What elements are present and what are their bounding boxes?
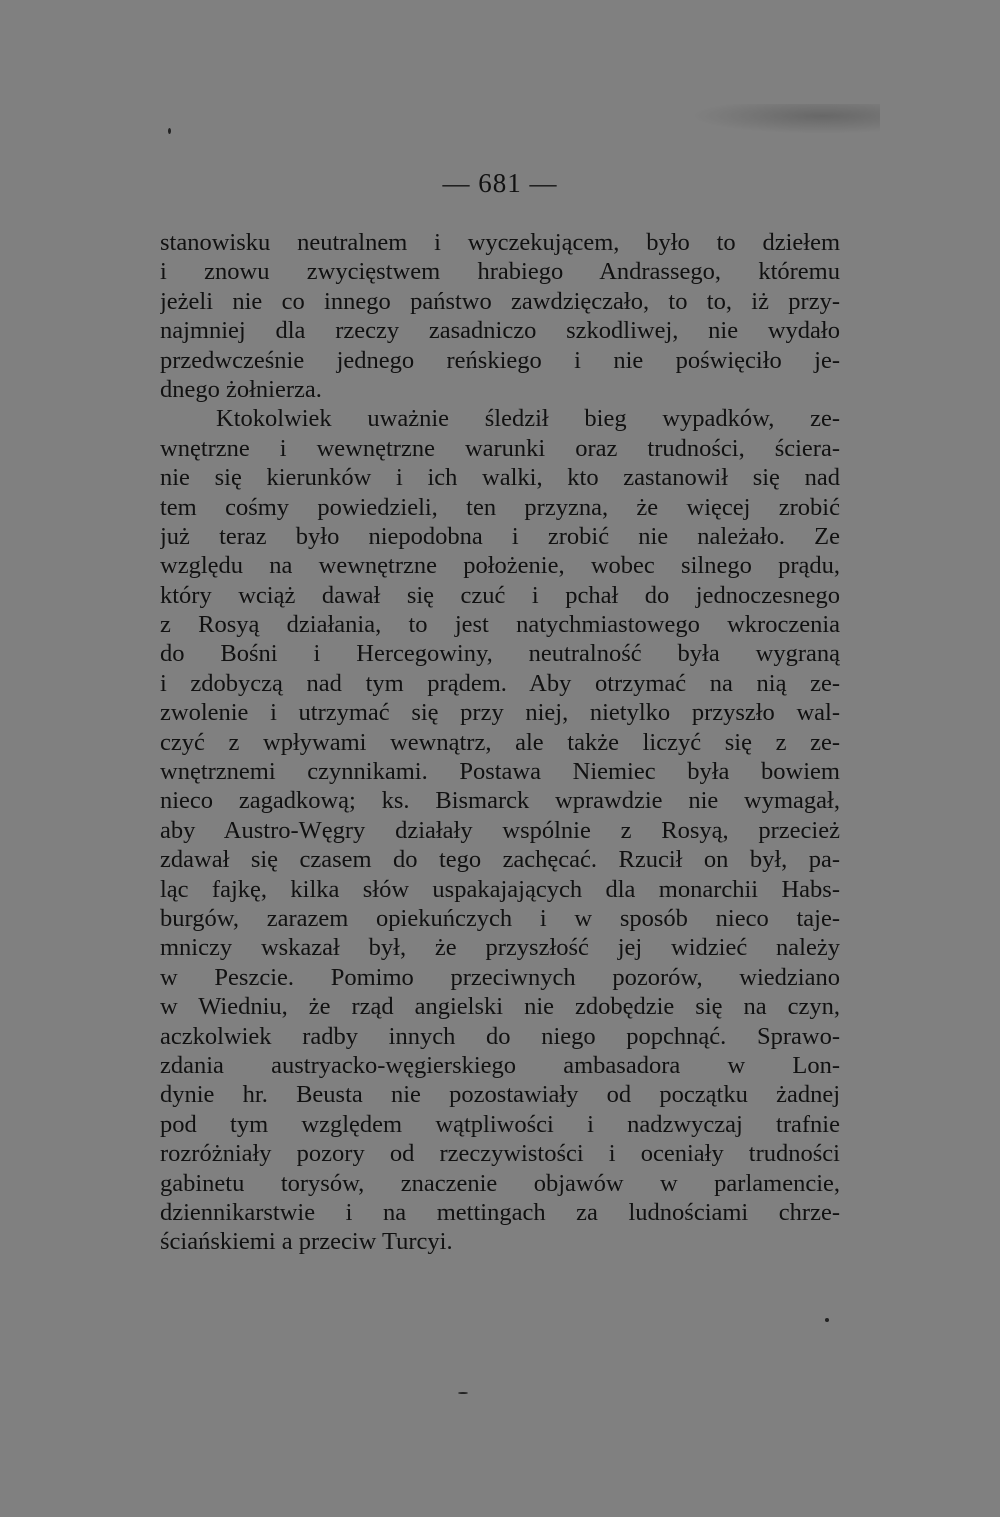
text-line: mniczy wskazał był, że przyszłość jej widzieć należy (160, 934, 840, 962)
text-line: i zdobyczą nad tym prądem. Aby otrzymać na nią ze- (160, 669, 840, 697)
text-line: czyć z wpływami wewnątrz, ale także liczyć się z ze- (160, 728, 840, 756)
text-line: burgów, zarazem opiekuńczych i w sposób nieco taje- (160, 904, 840, 932)
text-line: wnętrzne i wewnętrzne warunki oraz trudności, ściera- (160, 434, 840, 462)
ink-speck (825, 1318, 829, 1322)
text-line: stanowisku neutralnem i wyczekującem, było to dziełem (160, 229, 840, 256)
ink-speck (458, 1392, 468, 1394)
text-line: aczkolwiek radby innych do niego popchnąć. Sprawo- (160, 1022, 840, 1050)
text-line: nie się kierunków i ich walki, kto zastanowił się nad (160, 464, 840, 492)
text-line: dynie hr. Beusta nie pozostawiały od początku żadnej (160, 1081, 840, 1109)
body-text (160, 228, 840, 1257)
text-line: zwolenie i utrzymać się przy niej, nietylko przyszło wal- (160, 699, 840, 727)
text-line: Ktokolwiek uważnie śledził bieg wypadków, ze- (216, 405, 840, 433)
text-line: względu na wewnętrzne położenie, wobec silnego prądu, (160, 552, 840, 580)
text-line: w Peszcie. Pomimo przeciwnych pozorów, wiedziano (160, 963, 840, 991)
text-line: dnego żołnierza. (160, 375, 322, 403)
text-line: tem cośmy powiedzieli, ten przyzna, że więcej zrobić (160, 493, 840, 521)
text-line: rozróżniały pozory od rzeczywistości i oceniały trudności (160, 1140, 840, 1168)
text-line: który wciąż dawał się czuć i pchał do jednoczesnego (160, 581, 840, 609)
text-line: najmniej dla rzeczy zasadniczo szkodliwej, nie wydało (160, 317, 840, 345)
text-line: zdawał się czasem do tego zachęcać. Rzucił on był, pa- (160, 846, 840, 874)
text-line: do Bośni i Hercegowiny, neutralność była wygraną (160, 640, 840, 668)
text-line: nieco zagadkową; ks. Bismarck wprawdzie nie wymagał, (160, 787, 840, 815)
text-line: z Rosyą działania, to jest natychmiastowego wkroczenia (160, 611, 840, 639)
text-line: wnętrznemi czynnikami. Postawa Niemiec była bowiem (160, 758, 840, 786)
text-line: jeżeli nie co innego państwo zawdzięczało, to to, iż przy- (160, 287, 840, 315)
text-line: ląc fajkę, kilka słów uspakajających dla monarchii Habs- (160, 875, 840, 903)
text-line: pod tym względem wątpliwości i nadzwyczaj trafnie (160, 1110, 840, 1138)
text-line: aby Austro-Węgry działały wspólnie z Rosyą, przecież (160, 816, 840, 844)
ink-speck (168, 128, 171, 134)
text-line: już teraz było niepodobna i zrobić nie należało. Ze (160, 522, 840, 550)
text-line: w Wiedniu, że rząd angielski nie zdobędzie się na czyn, (160, 993, 840, 1021)
text-line: i znowu zwycięstwem hrabiego Andrassego, któremu (160, 258, 840, 286)
paper-smudge (690, 104, 880, 134)
page-number: — 681 — (442, 168, 558, 198)
text-line: ściańskiemi a przeciw Turcyi. (160, 1228, 453, 1256)
text-line: zdania austryacko-węgierskiego ambasadora w Lon- (160, 1051, 840, 1079)
text-line: gabinetu torysów, znaczenie objawów w parlamencie, (160, 1169, 840, 1197)
text-line: przedwcześnie jednego reńskiego i nie poświęciło je- (160, 346, 840, 374)
text-line: dziennikarstwie i na mettingach za ludnościami chrze- (160, 1198, 840, 1226)
